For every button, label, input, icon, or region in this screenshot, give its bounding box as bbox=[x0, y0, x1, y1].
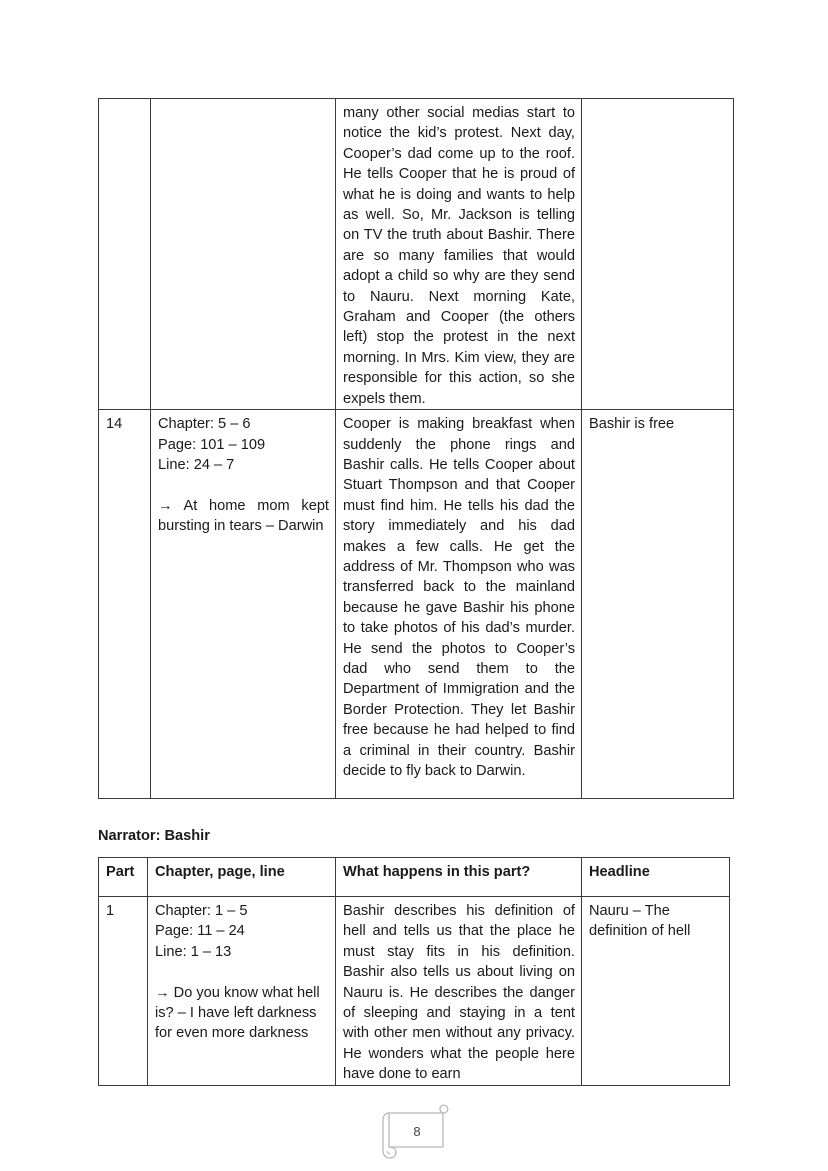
part-cell: 1 bbox=[99, 897, 148, 1086]
headline-cell bbox=[582, 99, 734, 410]
part-cell: 14 bbox=[99, 410, 151, 799]
chapter-summary-table-continued bbox=[98, 98, 734, 799]
header-what-happens: What happens in this part? bbox=[336, 858, 582, 897]
line-range: Line: 1 – 13 bbox=[155, 943, 232, 960]
part-cell bbox=[99, 99, 151, 410]
chapter-range: Chapter: 5 – 6 bbox=[158, 416, 251, 433]
chapter-range: Chapter: 1 – 5 bbox=[155, 903, 248, 919]
table-row bbox=[99, 99, 734, 410]
table-row bbox=[99, 897, 730, 1086]
page-number: 8 bbox=[413, 1124, 421, 1139]
what-happens-cell: Bashir describes his definition of hell and tells us that the place he must stay fits in his definition. Bashir also tells us about living on Nauru is. He describes the danger of sleeping and staying in a tent with other men without any privacy. He wonders what the people here have done to earn bbox=[336, 897, 582, 1086]
header-chapter: Chapter, page, line bbox=[148, 858, 336, 897]
what-happens-cell: Cooper is making breakfast when suddenly the phone rings and Bashir calls. He tells Cooper about Stuart Thompson and that Cooper must find him. He tells his dad the story immediately and his dad makes a few calls. He get the address of Mr. Thompson who was transferred back to the mainland because he gave Bashir his phone to take photos of his dad’s murder. He send the photos to Cooper’s dad who send them to the Department of Immigration and the Border Protection. They let Bashir free because he had helped to find a criminal in their country. Bashir decide to fly back to Darwin. bbox=[336, 410, 582, 799]
table-header-row bbox=[99, 858, 730, 897]
headline-cell: Bashir is free bbox=[582, 410, 734, 799]
quote-note: → Do you know what hell is? – I have left darkness for even more darkness bbox=[155, 984, 320, 1042]
narrator-heading: Narrator: Bashir bbox=[98, 828, 210, 844]
page-range: Page: 11 – 24 bbox=[155, 923, 245, 940]
header-part: Part bbox=[99, 858, 148, 897]
header-headline: Headline bbox=[582, 858, 730, 897]
line-range: Line: 24 – 7 bbox=[158, 456, 235, 473]
what-happens-cell: many other social medias start to notice the kid’s protest. Next day, Cooper’s dad come up to the roof. He tells Cooper that he is proud of what he is doing and wants to help as well. So, Mr. Jackson is telling on TV the truth about Bashir. There are so many families that would adopt a child so why are they send to Nauru. Next morning Kate, Graham and Cooper (the others left) stop the protest in the next morning. In Mrs. Kim view, they are responsible for this action, so she expels them. bbox=[336, 99, 582, 410]
page-range: Page: 101 – 109 bbox=[158, 436, 266, 453]
chapter-cell bbox=[148, 897, 336, 1086]
chapter-cell bbox=[151, 410, 336, 799]
chapter-summary-table-bashir bbox=[98, 857, 730, 1086]
table-row bbox=[99, 410, 734, 799]
headline-cell: Nauru – The definition of hell bbox=[582, 897, 730, 1086]
quote-note: → At home mom kept bursting in tears – Darwin bbox=[158, 497, 329, 535]
chapter-cell bbox=[151, 99, 336, 410]
